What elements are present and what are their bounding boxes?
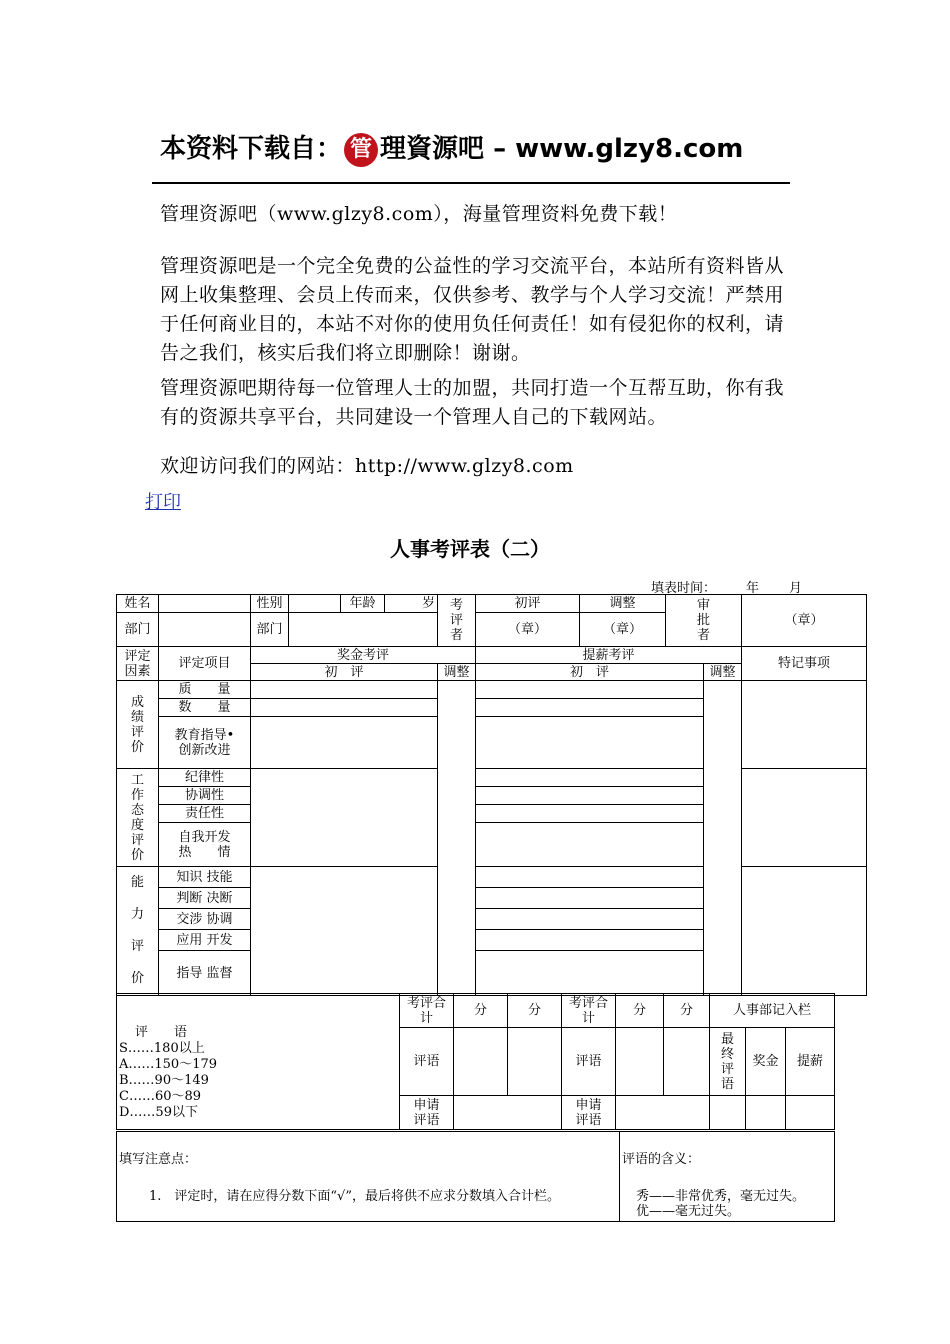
approver-label <box>666 595 742 647</box>
item-knowledge: 知识 技能 <box>159 867 251 888</box>
notes-table <box>116 1131 835 1222</box>
meaning-2: 优——毫无过失。 <box>636 1204 741 1219</box>
initial-seal[interactable]: （章） <box>476 613 580 647</box>
group-attitude-text: 工作态度评价 <box>130 772 144 863</box>
item-application: 应用 开发 <box>159 930 251 951</box>
bonus-cell[interactable] <box>251 769 438 867</box>
bonus-comment-2[interactable] <box>508 1028 562 1096</box>
gender-label: 性别 <box>251 595 289 613</box>
notes-cell <box>117 1132 620 1222</box>
grade-s: S……180以上 <box>119 1041 205 1056</box>
item-label: 评定项目 <box>159 647 251 681</box>
bonus-score-2[interactable]: 分 <box>508 994 562 1028</box>
raise-cell[interactable] <box>476 717 704 769</box>
grade-b: B……90～149 <box>119 1073 209 1088</box>
intro-p4: 欢迎访问我们的网站：http://www.glzy8.com <box>160 455 574 477</box>
approver-seal[interactable]: （章） <box>742 595 867 647</box>
raise-comment-label: 评语 <box>562 1028 616 1096</box>
raise-cell[interactable] <box>476 787 704 805</box>
final-comment-label <box>710 1028 746 1096</box>
special-cell[interactable] <box>742 867 867 996</box>
raise-score-2[interactable]: 分 <box>664 994 710 1028</box>
appraisal-form <box>116 594 867 996</box>
item-quality: 质 量 <box>159 681 251 699</box>
gender-value[interactable] <box>289 595 341 613</box>
raise-adjust: 调整 <box>704 664 742 681</box>
final-comment-text: 最终评语 <box>720 1031 734 1092</box>
bonus-score-1[interactable]: 分 <box>454 994 508 1028</box>
raise-header: 提薪考评 <box>476 647 742 664</box>
item-judgment: 判断 决断 <box>159 888 251 909</box>
raise-cell[interactable] <box>476 888 704 909</box>
hr-final-value[interactable] <box>710 1096 746 1130</box>
raise-cell[interactable] <box>476 951 704 996</box>
hr-header: 人事部记入栏 <box>710 994 835 1028</box>
print-link[interactable]: 打印 <box>145 492 181 513</box>
assessor-initial: 初评 <box>476 595 580 613</box>
bonus-cell[interactable] <box>251 699 438 717</box>
group-ability <box>117 867 159 996</box>
item-guidance: 教育指导•创新改进 <box>159 717 251 769</box>
item-quantity: 数 量 <box>159 699 251 717</box>
special-header: 特记事项 <box>742 647 867 681</box>
fill-month: 月 <box>789 581 803 596</box>
divider <box>152 182 790 184</box>
raise-cell[interactable] <box>476 699 704 717</box>
dept-value[interactable] <box>159 613 251 647</box>
meaning-title: 评语的含义： <box>622 1152 701 1167</box>
dept-value-2[interactable] <box>289 613 438 647</box>
grade-c: C……60～89 <box>119 1089 202 1104</box>
note-1: 1. 评定时，请在应得分数下面“√”，最后将供不应求分数填入合计栏。 <box>149 1189 560 1204</box>
fill-year: 年 <box>746 581 760 596</box>
raise-cell[interactable] <box>476 909 704 930</box>
special-cell[interactable] <box>742 681 867 769</box>
logo-icon: 管 <box>344 133 378 167</box>
intro-p1: 管理资源吧（www.glzy8.com），海量管理资料免费下载！ <box>160 203 678 225</box>
item-discipline: 纪律性 <box>159 769 251 787</box>
item-supervision: 指导 监督 <box>159 951 251 996</box>
raise-score-1[interactable]: 分 <box>616 994 664 1028</box>
dept-label: 部门 <box>117 613 159 647</box>
fill-time-label: 填表时间： <box>651 581 717 596</box>
item-negotiation: 交涉 协调 <box>159 909 251 930</box>
assessor-label: 考评者 <box>438 595 476 647</box>
name-value[interactable] <box>159 595 251 613</box>
group-performance-text: 成绩评价 <box>130 694 144 755</box>
raise-cell[interactable] <box>476 769 704 787</box>
raise-comment-2[interactable] <box>664 1028 710 1096</box>
raise-apply-value[interactable] <box>616 1096 710 1130</box>
bonus-initial: 初 评 <box>251 664 438 681</box>
group-attitude <box>117 769 159 867</box>
bonus-comment-label: 评语 <box>400 1028 454 1096</box>
adjust-seal[interactable]: （章） <box>580 613 666 647</box>
grade-a: A……150～179 <box>119 1057 218 1072</box>
banner-prefix: 本资料下载自： <box>160 134 343 164</box>
bonus-cell[interactable] <box>251 867 438 996</box>
group-performance <box>117 681 159 769</box>
notes-title: 填写注意点： <box>119 1152 198 1167</box>
hr-raise-value[interactable] <box>786 1096 835 1130</box>
raise-cell[interactable] <box>476 805 704 823</box>
raise-total-label: 考评合计 <box>562 994 616 1028</box>
hr-bonus-value[interactable] <box>746 1096 786 1130</box>
item-self-development: 自我开发热 情 <box>159 823 251 867</box>
raise-cell[interactable] <box>476 867 704 888</box>
item-responsibility: 责任性 <box>159 805 251 823</box>
raise-initial: 初 评 <box>476 664 704 681</box>
meaning-1: 秀——非常优秀，毫无过失。 <box>636 1189 806 1204</box>
special-cell[interactable] <box>742 769 867 867</box>
raise-adjust-col[interactable] <box>704 681 742 996</box>
grade-title: 评 语 <box>135 1025 188 1040</box>
bonus-comment-1[interactable] <box>454 1028 508 1096</box>
bonus-apply-label: 申请评语 <box>400 1096 454 1130</box>
bonus-header: 奖金考评 <box>251 647 476 664</box>
item-coordination: 协调性 <box>159 787 251 805</box>
bonus-cell[interactable] <box>251 681 438 699</box>
age-unit[interactable]: 岁 <box>385 595 438 613</box>
raise-cell[interactable] <box>476 681 704 699</box>
name-label: 姓名 <box>117 595 159 613</box>
raise-apply-label: 申请评语 <box>562 1096 616 1130</box>
bonus-adjust: 调整 <box>438 664 476 681</box>
group-ability-text: 能力评价 <box>130 875 144 986</box>
bonus-apply-value[interactable] <box>454 1096 562 1130</box>
source-banner <box>160 128 743 167</box>
grade-d: D……59以下 <box>119 1105 198 1120</box>
factor-label: 评定因素 <box>117 647 159 681</box>
page-title: 人事考评表（二） <box>390 537 550 561</box>
dept-label-2: 部门 <box>251 613 289 647</box>
bonus-total-label: 考评合计 <box>400 994 454 1028</box>
banner-site: – www.glzy8.com <box>484 134 744 164</box>
bonus-cell[interactable] <box>251 717 438 769</box>
intro-p3: 管理资源吧期待每一位管理人士的加盟，共同打造一个互帮互助，你有我有的资源共享平台，共同建设一个管理人自己的下载网站。 <box>160 377 785 428</box>
raise-cell[interactable] <box>476 823 704 867</box>
bonus-adjust-col[interactable] <box>438 681 476 996</box>
summary-table <box>116 993 835 1130</box>
hr-bonus-label: 奖金 <box>746 1028 786 1096</box>
raise-comment-1[interactable] <box>616 1028 664 1096</box>
grade-legend <box>117 994 400 1130</box>
hr-raise-label: 提薪 <box>786 1028 835 1096</box>
raise-cell[interactable] <box>476 930 704 951</box>
assessor-adjust: 调整 <box>580 595 666 613</box>
meaning-cell <box>620 1132 835 1222</box>
banner-name: 理資源吧 <box>380 134 485 164</box>
intro-p2: 管理资源吧是一个完全免费的公益性的学习交流平台，本站所有资料皆从网上收集整理、会员上传而来，仅供参考、教学与个人学习交流！严禁用于任何商业目的，本站不对你的使用负任何责任！如有侵犯你的权利，请告之我们，核实后我们将立即删除！谢谢。 <box>160 255 785 364</box>
approver-text: 审批者 <box>697 598 711 643</box>
age-label: 年龄 <box>341 595 385 613</box>
